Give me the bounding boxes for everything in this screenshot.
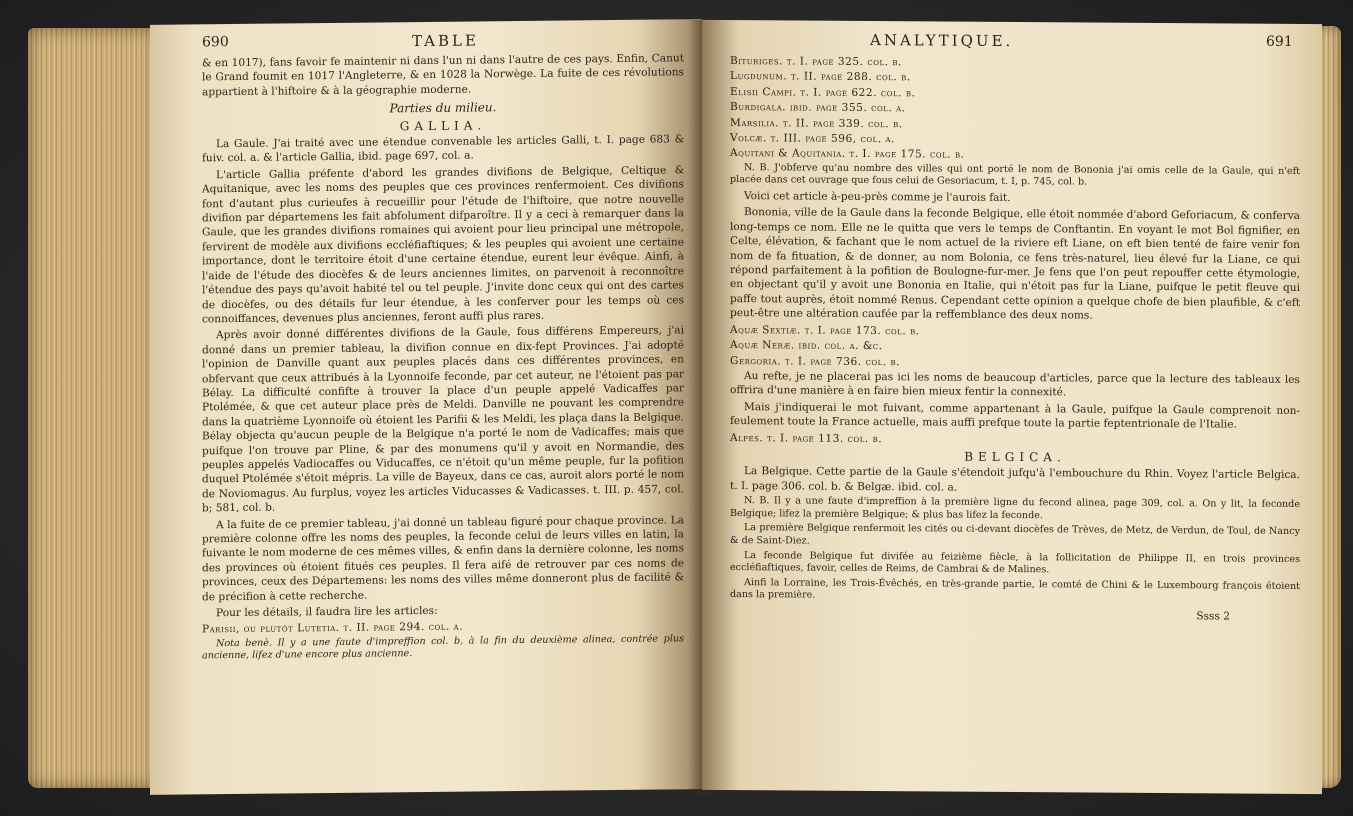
entry-burdigala: Burdigala. ibid. page 355. col. a. <box>730 101 906 115</box>
paragraph-colonnes: A la fuite de ce premier tableau, j'ai donné un tableau figuré pour chaque province. La première colonne offre les noms des peuples, la feconde celui de leurs villes en latin, la fuivante le nom moderne de ces mêmes villes, & enfin dans la dernière colonne, les noms des provinces où étoient fitués ces peuples. Il fera aifé de retrouver par ces noms de provinces, ceux des Départemens: les noms des villes même donneront plus de facilité & de précifion à cette recherche. <box>202 513 684 603</box>
left-page-body <box>202 51 684 665</box>
paragraph-gallia-divisions: L'article Gallia préfente d'abord les grandes divifions de Belgique, Celtique & Aquitanique, avec les noms des peuples que ces provinces renfermoient. Ces divifions font d'autant plus curieufes à recueillir pour l'étude de l'hiftoire, que notre nouvelle divifion par départemens les fait abfolument difparoître. Il y a ceci à remarquer dans la Gaule, que les grandes divifions romaines qui avoient pour lieu principal une métropole, fervirent de modèle aux divifions eccléfiaftiques; & les peuples qui avoient une certaine importance, dont le territoire étoit d'une certaine étendue, eurent leur évêque. Ainfi, à l'aide de l'étude des diocèfes & de leurs anciennes limites, on parvenoit à reconnoître l'étendue des pays qu'avoit habité tel ou tel peuple. J'invite donc ceux qui ont des cartes de diocèfes, ou des détails fur leur étendue, à les conferver pour les temps où ces connoiffances, devenues plus anciennes, feront auffi plus rares. <box>202 164 684 326</box>
paragraph-belgique: La Belgique. Cette partie de la Gaule s'étendoit jufqu'à l'embouchure du Rhin. Voyez l'article Belgica. t. I. page 306. col. b. & Belgæ. ibid. col. a. <box>730 465 1300 494</box>
paragraph-voici: Voici cet article à-peu-près comme je l'aurois fait. <box>744 190 1011 205</box>
right-page-number: 691 <box>1266 33 1293 50</box>
nota-bene-bononia: N. B. J'obferve qu'au nombre des villes qui ont porté le nom de Bononia j'ai omis celle de la Gaule, qui n'eft placée dans cet ouvrage que fous celui de Gesoriacum, t. I, p. 745, col. b. <box>730 161 1300 188</box>
left-page-edges <box>28 28 158 788</box>
signature-mark: Ssss 2 <box>1196 610 1230 623</box>
nota-bene-belgique: N. B. Il y a une faute d'impreffion à la première ligne du fecond alinea, page 309, col. a. On y lit, la feconde Belgique; lifez la première Belgique; & plus bas lifez la feconde. <box>730 495 1300 521</box>
right-running-head: ANALYTIQUE. <box>870 31 1014 51</box>
entry-gergoria: Gergoria. t. I. page 736. col. b. <box>730 354 900 368</box>
paragraph-bononia: Bononia, ville de la Gaule dans la feconde Belgique, elle étoit nommée d'abord Geforiacum, & conferva long-temps ce nom. Elle ne le quitta que vers le temps de Conftantin. En voyant le mot Bol fignifier, en Celte, élévation, & fachant que le nom actuel de la riviere eft Liane, on eft bien tenté de faire venir fon nom de fa fituation, & de donner, au nom Bolonia, ce fens très-naturel, lieu élevé fur la Liane, ce qui répond parfaitement à la pofition de Boulogne-fur-mer. Je fens que l'on peut repouffer cette étymologie, en objectant qu'il y avoit une Bononia en Italie, qui n'étoit pas fur la Liane, puifque le petit fleuve qui paffe tout auprès, étoit nommé Renus. Cependant cette opinion a quelque chofe de bien plaufible, & c'eft peut-être une altération caufée par la reffemblance des deux noms. <box>730 206 1300 322</box>
paragraph-seconde-belgique: La feconde Belgique fut divifée au feizième fiècle, à la follicitation de Philippe II, en trois provinces eccléfiaftiques, favoir, celles de Reims, de Cambrai & de Malines. <box>730 549 1300 576</box>
entry-aquae-nerae: Aquæ Neræ. ibid. col. a. &c. <box>730 339 883 353</box>
paragraph-lorraine: Ainfi la Lorraine, les Trois-Évêchés, en très-grande partie, le comté de Chini & le Luxembourg françois étoient dans la première. <box>730 576 1300 601</box>
paragraph-mais: Mais j'indiquerai le mot fuivant, comme appartenant à la Gaule, puifque la Gaule comprenoit non-feulement toute la France actuelle, mais auffi prefque toute la partie feptentrionale de l'Italie. <box>730 400 1300 431</box>
section-title-gallia: GALLIA. <box>399 117 487 133</box>
left-running-head: TABLE <box>412 31 479 51</box>
intro-paragraph: & en 1017), fans favoir fe maintenir ni dans l'un ni dans l'autre de ces pays. Enfin, Canut le Grand foumit en 1017 l'Angleterre, & en 1028 la Norwège. La fuite de ces révolutions appartient à l'hiftoire & à la géographie moderne. <box>202 52 684 99</box>
entry-alpes: Alpes. t. I. page 113. col. b. <box>730 431 883 445</box>
entry-parisii: Parisii, ou plutôt Lutetia. t. II. page 294. col. a. <box>202 621 464 636</box>
paragraph-au-reste: Au refte, je ne placerai pas ici les noms de beaucoup d'articles, parce que la lecture des tableaux les offrira d'une manière à en faire bien mieux fentir la connexité. <box>730 370 1300 399</box>
nota-bene: Nota benè. Il y a une faute d'impreffion col. b, à la fin du deuxième alinea, contrée plus ancienne, lifez d'une encore plus ancienne. <box>202 633 684 662</box>
paragraph-premiere-belgique: La première Belgique renfermoit les cités ou ci-devant diocèfes de Trèves, de Metz, de Verdun, de Toul, de Nancy & de Saint-Diez. <box>730 522 1300 547</box>
left-page <box>150 19 702 795</box>
section-title-belgica: BELGICA. <box>964 449 1066 465</box>
entry-lugdunum: Lugdunum. t. II. page 288. col. b. <box>730 70 911 84</box>
entry-elisii-campi: Elisii Campi. t. I. page 622. col. b. <box>730 85 916 100</box>
left-page-number: 690 <box>202 34 229 51</box>
entry-aquitani: Aquitani & Aquitania. t. I. page 175. col. b. <box>730 147 965 162</box>
right-page-body <box>730 54 1300 626</box>
paragraph-gaule: La Gaule. J'ai traité avec une étendue convenable les articles Galli, t. I. page 683 & fuiv. col. a. & l'article Gallia, ibid. page 697, col. a. <box>202 133 684 165</box>
subheading: Parties du milieu. <box>389 100 497 116</box>
paragraph-tableau: Après avoir donné différentes divifions de la Gaule, fous différens Empereurs, j'ai donné dans un premier tableau, la divifion connue en dix-fept Provinces. J'ai adopté l'opinion de Danville quant aux peuples placés dans ces différentes provinces, en obfervant que ceux attribués à la Lyonnoife feconde, par cet auteur, ne l'étoient pas par Bélay. La difficulté confifte à trouver la place d'un peuple appelé Vadicaffes par Ptolémée, & que cet auteur place près de Meldi. Danville ne pouvant les comprendre dans la quatrième Lyonnoife où étoient les Parifii & les Meldi, les plaça dans la Belgique. Bélay objecta qu'aucun peuple de la Belgique n'a porté le nom de Vadicaffes; mais que puifque l'on trouve par Pline, & par des monumens qu'il y avoit en Normandie, des peuples appelés Vadiocaffes ou Viducaffes, ce n'étoit qu'un même peuple, fur la pofition duquel Ptolémée s'étoit mépris. La ville de Bayeux, dans ce cas, auroit alors porté le nom de Noviomagus. Au furplus, voyez les articles Viducasses & Vadicasses. t. III. p. 457, col. b; 581, col. b. <box>202 324 684 515</box>
entry-marsilia: Marsilia. t. II. page 339. col. b. <box>730 116 903 130</box>
entry-volcae: Volcæ. t. III. page 596, col. a. <box>730 132 895 146</box>
entry-aquae-sextiae: Aquæ Sextiæ. t. I. page 173. col. b. <box>730 323 920 338</box>
paragraph-details: Pour les détails, il faudra lire les articles: <box>216 604 438 620</box>
right-page <box>702 20 1322 794</box>
entry-bituriges: Bituriges. t. I. page 325. col. b. <box>730 55 902 69</box>
